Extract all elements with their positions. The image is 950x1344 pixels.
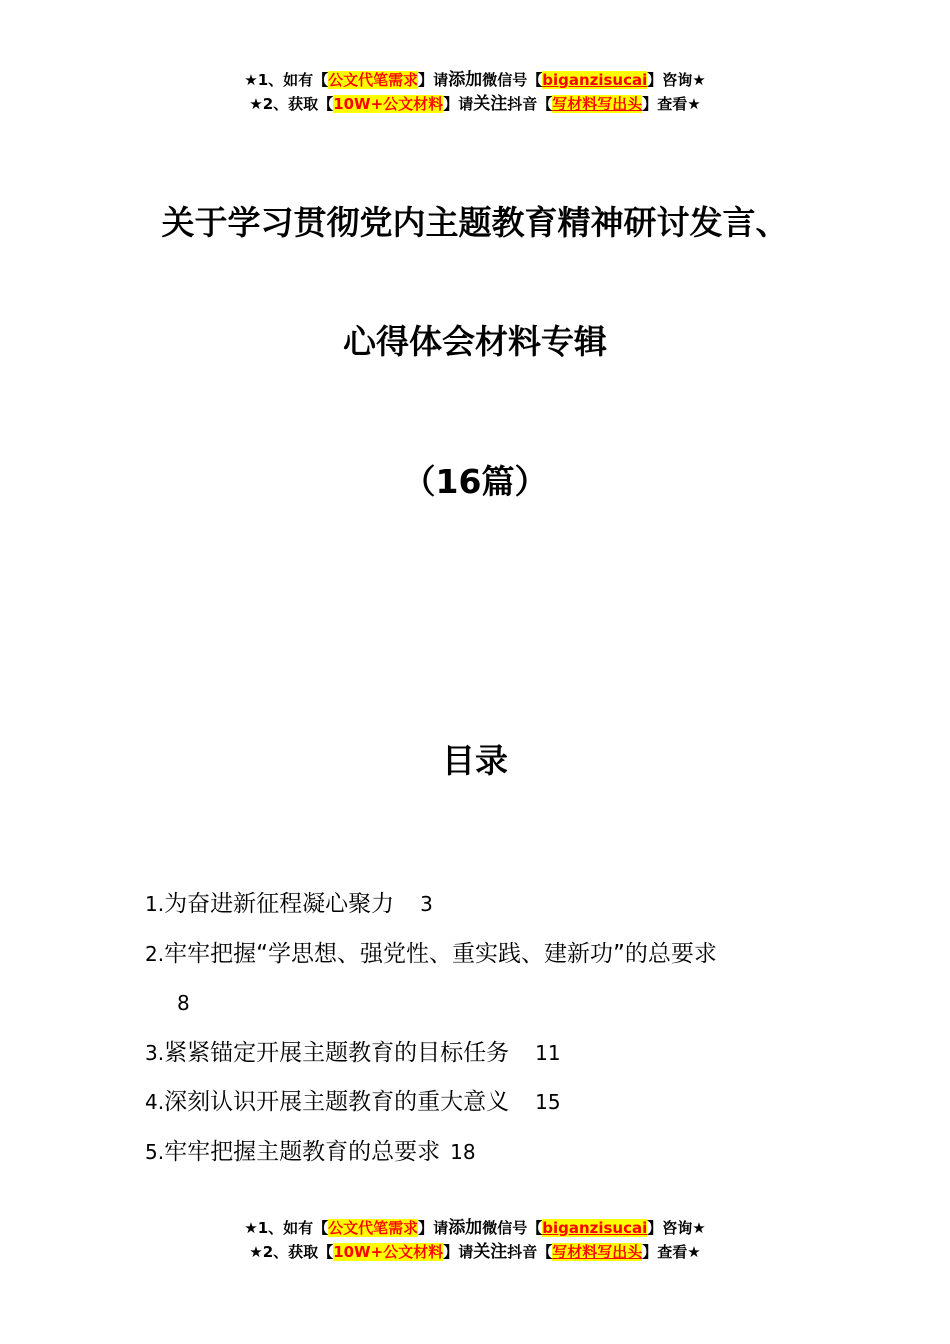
douyin-account-link[interactable]: 写材料写出头: [552, 1243, 643, 1261]
toc-item-2[interactable]: 2.牢牢把握“学思想、强党性、重实践、建新功”的总要求 8: [145, 930, 845, 1029]
highlight-ghostwriting: 公文代笔需求: [328, 71, 419, 89]
highlight-ghostwriting: 公文代笔需求: [328, 1219, 419, 1237]
document-title-line-2: 心得体会材料专辑: [343, 322, 607, 361]
toc-item-title: 牢牢把握主题教育的总要求: [164, 1138, 441, 1165]
banner-line-1: ★1、如有【公文代笔需求】请添加微信号【biganzisucai】咨询★: [244, 70, 706, 90]
toc-item-title: 紧紧锚定开展主题教育的目标任务: [164, 1039, 510, 1066]
toc-page-number: 3: [420, 892, 433, 916]
document-title-count: （16篇）: [402, 462, 548, 501]
document-title-line-1: 关于学习贯彻党内主题教育精神研讨发言、: [161, 203, 789, 242]
wechat-id-link[interactable]: biganzisucai: [542, 71, 648, 89]
table-of-contents: [145, 880, 845, 1177]
toc-item-title: 为奋进新征程凝心聚力: [164, 891, 395, 917]
toc-heading: 目录: [442, 741, 508, 780]
highlight-materials: 10W+公文材料: [333, 95, 444, 113]
douyin-account-link[interactable]: 写材料写出头: [552, 95, 643, 113]
toc-item-title: 牢牢把握“学思想、强党性、重实践、建新功”的总要求: [164, 940, 717, 967]
banner-line-2: ★2、获取【10W+公文材料】请关注抖音【写材料写出头】查看★: [249, 94, 701, 114]
toc-item-3[interactable]: 3.紧紧锚定开展主题教育的目标任务 11: [145, 1039, 561, 1066]
banner-line-2: ★2、获取【10W+公文材料】请关注抖音【写材料写出头】查看★: [249, 1242, 701, 1262]
toc-page-number: 15: [535, 1090, 561, 1114]
toc-page-number: 8: [177, 991, 190, 1015]
header-banner: [0, 68, 950, 116]
banner-line-1: ★1、如有【公文代笔需求】请添加微信号【biganzisucai】咨询★: [244, 1218, 706, 1238]
wechat-id-link[interactable]: biganzisucai: [542, 1219, 648, 1237]
toc-item-4[interactable]: 4.深刻认识开展主题教育的重大意义 15: [145, 1089, 561, 1115]
toc-item-title: 深刻认识开展主题教育的重大意义: [164, 1089, 510, 1115]
toc-item-5[interactable]: 5.牢牢把握主题教育的总要求 18: [145, 1138, 476, 1165]
footer-banner: [0, 1216, 950, 1264]
toc-page-number: 11: [535, 1040, 561, 1065]
highlight-materials: 10W+公文材料: [333, 1243, 444, 1261]
toc-item-1[interactable]: 1.为奋进新征程凝心聚力 3: [145, 891, 433, 917]
toc-page-number: 18: [450, 1139, 476, 1164]
